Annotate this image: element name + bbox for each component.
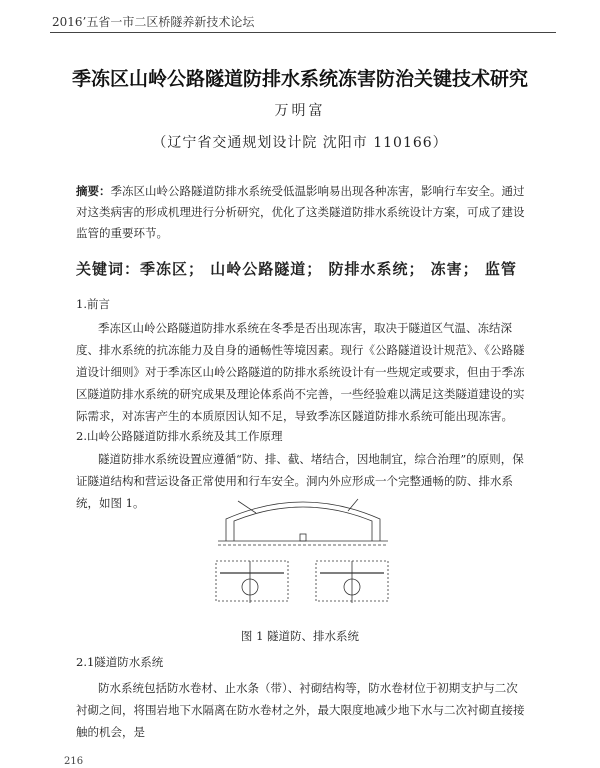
section-heading: 2.山岭公路隧道防排水系统及其工作原理 [76,429,283,443]
tunnel-lining-outer [226,502,380,541]
tunnel-drainage-figure [208,491,398,616]
page-number: 216 [64,756,84,767]
center-drain [300,534,306,541]
section-paragraph [76,317,526,427]
section-heading: 1.前言 [76,297,110,311]
abstract-label: 摘要： [76,184,111,198]
author: 万明富 [274,103,326,119]
section-heading: 2.1隧道防水系统 [76,655,164,669]
keywords-label: 关键词： [76,260,141,278]
paper-title: 季冻区山岭公路隧道防排水系统冻害防治关键技术研究 [71,68,528,90]
running-header: 2016’五省一市二区桥隧养新技术论坛 [52,15,255,29]
header-rule [50,32,556,33]
keywords-text: 季冻区； 山岭公路隧道； 防排水系统； 冻害； 监管 [140,260,517,278]
paragraph-text: 隧道防排水系统设置应遵循“防、排、截、堵结合，因地制宜，综合治理”的原则，保证隧道结构和营运设备正常使用和行车安全。洞内外应形成一个完整通畅的防、排水系统，如图 1。 [76,452,524,510]
abstract-text: 季冻区山岭公路隧道防排水系统受低温影响易出现各种冻害，影响行车安全。通过对这类病害的形成机理进行分析研究，优化了这类隧道防排水系统设计方案，可成了建设监管的重要环节。 [76,184,525,240]
affiliation: （辽宁省交通规划设计院 沈阳市 110166） [152,135,448,151]
paragraph-text: 防水系统包括防水卷材、止水条（带）、衬砌结构等，防水卷材位于初期支护与二次衬砌之间，将围岩地下水隔离在防水卷材之外，最大限度地减少地下水与二次衬砌直接接触的机会，是 [76,681,525,739]
figure-caption: 图 1 隧道防、排水系统 [240,629,360,643]
keywords [76,258,556,279]
abstract [76,181,526,244]
paragraph-text: 季冻区山岭公路隧道防排水系统在冬季是否出现冻害，取决于隧道区气温、冻结深度、排水系统的抗冻能力及自身的通畅性等境因素。现行《公路隧道设计规范》、《公路隧道设计细则》对于季冻区山岭公路隧道的防排水系统设计有一些规定或要求，但由于季冻区隧道防排水系统的研究成果及理论体系尚不完善，一些经验难以满足这类隧道建设的实际需求，对冻害产生的本质原因认知不足，导致季冻区隧道防排水系统可能出现冻害。 [76,321,525,423]
section-paragraph [76,677,526,743]
